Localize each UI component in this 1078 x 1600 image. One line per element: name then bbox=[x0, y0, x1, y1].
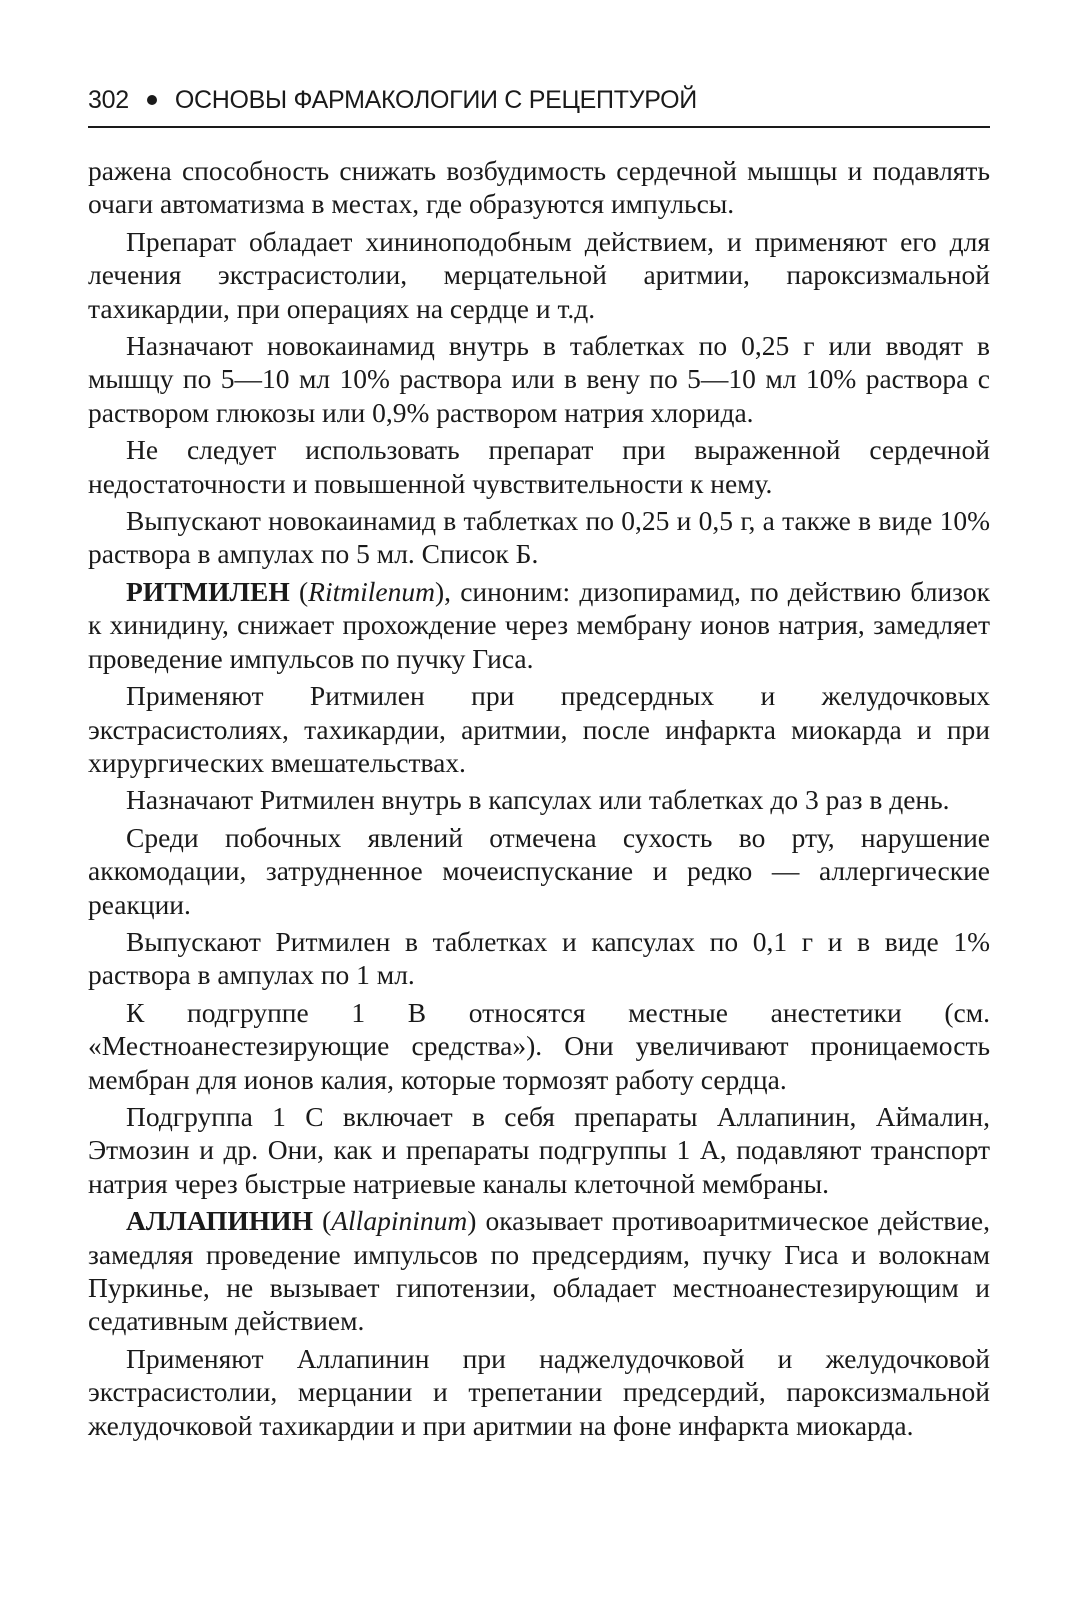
latin-name: Allapininum bbox=[331, 1205, 468, 1237]
paragraph: Выпускают новокаинамид в таблетках по 0,25 и 0,5 г, а также в виде 10% раствора в ампулах по 5 мл. Список Б. bbox=[88, 505, 990, 570]
paragraph-drug-ritmilen: РИТМИЛЕН (Ritmilenum), синоним: дизопирамид, по действию близок к хинидину, снижает прохождение через мембрану ионов натрия, замедляет проведение импульсов по пучку Гиса. bbox=[88, 575, 990, 674]
paragraph: Препарат обладает хининоподобным действием, и применяют его для лечения экстрасистолии, мерцательной аритмии, пароксизмальной тахикардии, при операциях на сердце и т.д. bbox=[88, 225, 990, 324]
paragraph: Назначают Ритмилен внутрь в капсулах или таблетках до 3 раз в день. bbox=[126, 784, 950, 816]
drug-name: АЛЛАПИНИН bbox=[126, 1205, 313, 1237]
paragraph: Применяют Ритмилен при предсердных и желудочковых экстрасистолиях, тахикардии, аритмии, после инфаркта миокарда и при хирургических вмешательствах. bbox=[88, 680, 990, 778]
running-head-title: ОСНОВЫ ФАРМАКОЛОГИИ С РЕЦЕПТУРОЙ bbox=[174, 85, 697, 114]
paragraph: ражена способность снижать возбудимость сердечной мышцы и подавлять очаги автоматизма в местах, где образуются импульсы. bbox=[88, 155, 990, 220]
drug-name: РИТМИЛЕН bbox=[126, 575, 290, 607]
page-number: 302 bbox=[88, 85, 129, 114]
paragraph: К подгруппе 1 В относятся местные анестетики (см. «Местноанестезирующие средства»). Они увеличивают проницаемость мембран для ионов калия, которые тормозят работу сердца. bbox=[88, 996, 990, 1095]
body-text bbox=[88, 154, 990, 1446]
paragraph: Назначают новокаинамид внутрь в таблетках по 0,25 г или вводят в мышцу по 5—10 мл 10% раствора или в вену по 5—10 мл 10% раствора с раствором глюкозы или 0,9% раствором натрия хлорида. bbox=[88, 330, 990, 428]
paragraph: Выпускают Ритмилен в таблетках и капсулах по 0,1 г и в виде 1% раствора в ампулах по 1 мл. bbox=[88, 925, 990, 991]
paragraph: Подгруппа 1 С включает в себя препараты Аллапинин, Аймалин, Этмозин и др. Они, как и препараты подгруппы 1 А, подавляют транспорт натрия через быстрые натриевые каналы клеточной мембраны. bbox=[88, 1100, 990, 1199]
paragraph-drug-allapinin: АЛЛАПИНИН (Allapininum) оказывает противоаритмическое действие, замедляя проведение импульсов по предсердиям, пучку Гиса и волокнам Пуркинье, не вызывает гипотензии, обладает местноанестезирующим и седативным действием. bbox=[88, 1205, 990, 1337]
paragraph: Не следует использовать препарат при выраженной сердечной недостаточности и повышенной чувствительности к нему. bbox=[88, 434, 990, 499]
book-page bbox=[88, 0, 990, 1600]
running-head bbox=[88, 80, 990, 120]
latin-name: Ritmilenum bbox=[308, 575, 435, 607]
paragraph: Среди побочных явлений отмечена сухость во рту, нарушение аккомодации, затрудненное мочеиспускание и редко — аллергические реакции. bbox=[88, 821, 990, 920]
bullet-icon bbox=[147, 95, 157, 105]
paragraph: Применяют Аллапинин при наджелудочковой и желудочковой экстрасистолии, мерцании и трепетании предсердий, пароксизмальной желудочковой тахикардии и при аритмии на фоне инфаркта миокарда. bbox=[88, 1342, 990, 1441]
header-rule bbox=[88, 126, 990, 128]
